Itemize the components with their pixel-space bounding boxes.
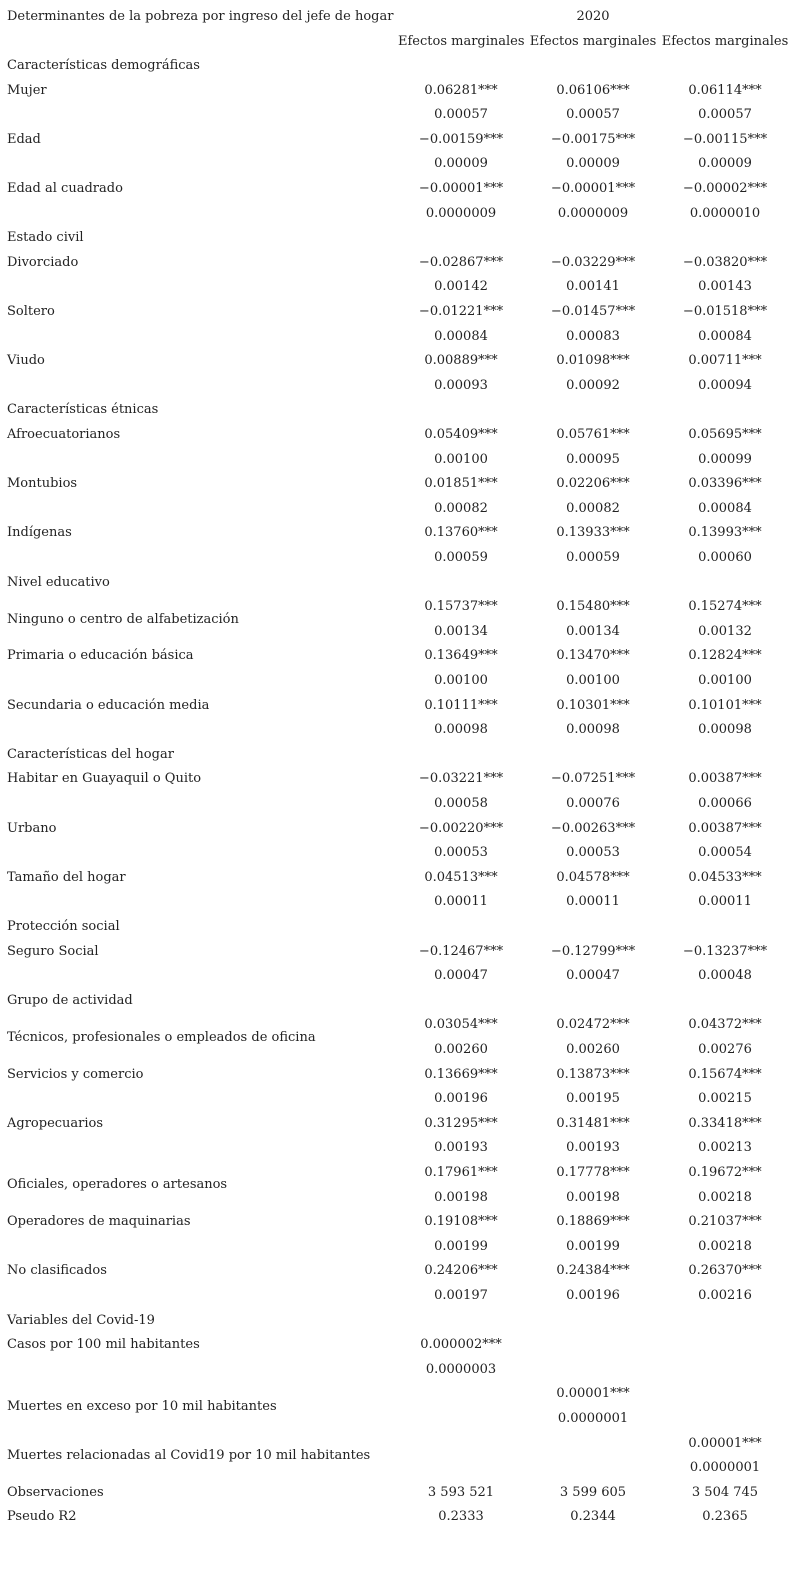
standard-error-value: 0.00098 bbox=[566, 722, 620, 737]
coefficient-value: 0.00001*** bbox=[556, 1386, 630, 1401]
row-label: Muertes relacionadas al Covid19 por 10 mil habitantes bbox=[7, 1448, 371, 1463]
coefficient-value: 0.01098*** bbox=[556, 353, 630, 368]
coefficient-value: 0.05761*** bbox=[556, 427, 630, 442]
statistic-value: 3 504 745 bbox=[691, 1485, 759, 1500]
standard-error-value: 0.00011 bbox=[698, 894, 752, 909]
section-header: Grupo de actividad bbox=[7, 993, 133, 1008]
standard-error-value: 0.00054 bbox=[698, 845, 752, 860]
coefficient-value: 0.06106*** bbox=[556, 83, 630, 98]
coefficient-value: 0.18869*** bbox=[556, 1214, 630, 1229]
statistic-value: 0.2333 bbox=[438, 1509, 484, 1524]
coefficient-value: 0.21037*** bbox=[688, 1214, 762, 1229]
row-label: Afroecuatorianos bbox=[7, 427, 121, 442]
statistic-value: 0.2365 bbox=[702, 1509, 748, 1524]
standard-error-value: 0.00084 bbox=[698, 329, 752, 344]
row-label: Mujer bbox=[7, 83, 47, 98]
coefficient-value: 0.000002*** bbox=[420, 1337, 502, 1352]
standard-error-value: 0.00047 bbox=[434, 968, 488, 983]
standard-error-value: 0.00197 bbox=[434, 1288, 488, 1303]
standard-error-value: 0.00198 bbox=[566, 1190, 620, 1205]
standard-error-value: 0.00095 bbox=[566, 452, 620, 467]
coefficient-value: 0.17961*** bbox=[424, 1165, 498, 1180]
standard-error-value: 0.00092 bbox=[566, 378, 620, 393]
section-header: Nivel educativo bbox=[7, 575, 110, 590]
coefficient-value: 0.15274*** bbox=[688, 599, 762, 614]
coefficient-value: −0.00001*** bbox=[550, 181, 636, 196]
standard-error-value: 0.00057 bbox=[566, 107, 620, 122]
column-header-1: Efectos marginales bbox=[398, 34, 525, 49]
coefficient-value: 0.03054*** bbox=[424, 1017, 498, 1032]
coefficient-value: −0.07251*** bbox=[550, 771, 636, 786]
coefficient-value: −0.01221*** bbox=[418, 304, 504, 319]
row-label: Secundaria o educación media bbox=[7, 698, 210, 713]
standard-error-value: 0.00215 bbox=[698, 1091, 752, 1106]
coefficient-value: 0.13760*** bbox=[424, 525, 498, 540]
standard-error-value: 0.0000010 bbox=[689, 206, 761, 221]
coefficient-value: 0.04578*** bbox=[556, 870, 630, 885]
row-label: Soltero bbox=[7, 304, 55, 319]
standard-error-value: 0.00196 bbox=[566, 1288, 620, 1303]
coefficient-value: 0.00889*** bbox=[424, 353, 498, 368]
row-label: Servicios y comercio bbox=[7, 1067, 144, 1082]
standard-error-value: 0.00082 bbox=[434, 501, 488, 516]
row-label: Habitar en Guayaquil o Quito bbox=[7, 771, 202, 786]
standard-error-value: 0.0000009 bbox=[557, 206, 629, 221]
coefficient-value: 0.04372*** bbox=[688, 1017, 762, 1032]
coefficient-value: 0.04513*** bbox=[424, 870, 498, 885]
standard-error-value: 0.00066 bbox=[698, 796, 752, 811]
coefficient-value: 0.13993*** bbox=[688, 525, 762, 540]
section-header: Características demográficas bbox=[7, 58, 200, 73]
column-header-3: Efectos marginales bbox=[661, 34, 789, 49]
standard-error-value: 0.00100 bbox=[434, 452, 488, 467]
coefficient-value: 0.31295*** bbox=[424, 1116, 498, 1131]
standard-error-value: 0.00132 bbox=[698, 624, 752, 639]
coefficient-value: 0.10301*** bbox=[556, 698, 630, 713]
coefficient-value: −0.03820*** bbox=[682, 255, 768, 270]
standard-error-value: 0.00059 bbox=[566, 550, 620, 565]
standard-error-value: 0.00143 bbox=[698, 279, 752, 294]
standard-error-value: 0.0000009 bbox=[425, 206, 497, 221]
coefficient-value: 0.06114*** bbox=[688, 83, 762, 98]
standard-error-value: 0.00011 bbox=[434, 894, 488, 909]
standard-error-value: 0.00094 bbox=[698, 378, 752, 393]
coefficient-value: 0.17778*** bbox=[556, 1165, 630, 1180]
coefficient-value: −0.12799*** bbox=[550, 944, 636, 959]
coefficient-value: 0.13649*** bbox=[424, 648, 498, 663]
row-label: Edad bbox=[7, 132, 41, 147]
coefficient-value: 0.24206*** bbox=[424, 1263, 498, 1278]
coefficient-value: 0.00387*** bbox=[688, 771, 762, 786]
year-header: 2020 bbox=[576, 9, 610, 24]
row-label: Observaciones bbox=[7, 1485, 104, 1500]
standard-error-value: 0.00100 bbox=[698, 673, 752, 688]
row-label: Ninguno o centro de alfabetización bbox=[7, 612, 239, 627]
row-label: Viudo bbox=[7, 353, 45, 368]
standard-error-value: 0.00009 bbox=[566, 156, 620, 171]
standard-error-value: 0.00059 bbox=[434, 550, 488, 565]
coefficient-value: 0.00711*** bbox=[688, 353, 762, 368]
coefficient-value: 0.13669*** bbox=[424, 1067, 498, 1082]
coefficient-value: 0.06281*** bbox=[424, 83, 498, 98]
standard-error-value: 0.00198 bbox=[434, 1190, 488, 1205]
standard-error-value: 0.00057 bbox=[698, 107, 752, 122]
standard-error-value: 0.00260 bbox=[566, 1042, 620, 1057]
standard-error-value: 0.00199 bbox=[566, 1239, 620, 1254]
standard-error-value: 0.00193 bbox=[566, 1140, 620, 1155]
standard-error-value: 0.00048 bbox=[698, 968, 752, 983]
coefficient-value: 0.15737*** bbox=[424, 599, 498, 614]
coefficient-value: 0.04533*** bbox=[688, 870, 762, 885]
standard-error-value: 0.00009 bbox=[434, 156, 488, 171]
coefficient-value: 0.05695*** bbox=[688, 427, 762, 442]
coefficient-value: −0.01518*** bbox=[682, 304, 768, 319]
standard-error-value: 0.00134 bbox=[566, 624, 620, 639]
standard-error-value: 0.00193 bbox=[434, 1140, 488, 1155]
standard-error-value: 0.00093 bbox=[434, 378, 488, 393]
coefficient-value: −0.00175*** bbox=[550, 132, 636, 147]
coefficient-value: 0.00387*** bbox=[688, 821, 762, 836]
statistic-value: 0.2344 bbox=[570, 1509, 616, 1524]
coefficient-value: −0.00115*** bbox=[682, 132, 768, 147]
standard-error-value: 0.00218 bbox=[698, 1239, 752, 1254]
coefficient-value: 0.03396*** bbox=[688, 476, 762, 491]
coefficient-value: −0.00001*** bbox=[418, 181, 504, 196]
coefficient-value: −0.13237*** bbox=[682, 944, 768, 959]
section-header: Características del hogar bbox=[7, 747, 174, 762]
coefficient-value: 0.01851*** bbox=[424, 476, 498, 491]
standard-error-value: 0.00195 bbox=[566, 1091, 620, 1106]
coefficient-value: 0.00001*** bbox=[688, 1436, 762, 1451]
row-label: Edad al cuadrado bbox=[7, 181, 123, 196]
standard-error-value: 0.00047 bbox=[566, 968, 620, 983]
coefficient-value: 0.13470*** bbox=[556, 648, 630, 663]
row-label: Técnicos, profesionales o empleados de oficina bbox=[7, 1030, 316, 1045]
row-label: Agropecuarios bbox=[7, 1116, 104, 1131]
standard-error-value: 0.0000001 bbox=[557, 1411, 629, 1426]
section-header: Características étnicas bbox=[7, 402, 159, 417]
standard-error-value: 0.00084 bbox=[698, 501, 752, 516]
coefficient-value: 0.10111*** bbox=[424, 698, 498, 713]
standard-error-value: 0.00141 bbox=[566, 279, 620, 294]
coefficient-value: −0.01457*** bbox=[550, 304, 636, 319]
section-header: Variables del Covid-19 bbox=[7, 1313, 155, 1328]
standard-error-value: 0.00196 bbox=[434, 1091, 488, 1106]
coefficient-value: 0.31481*** bbox=[556, 1116, 630, 1131]
statistic-value: 3 599 605 bbox=[559, 1485, 627, 1500]
coefficient-value: 0.12824*** bbox=[688, 648, 762, 663]
coefficient-value: 0.13933*** bbox=[556, 525, 630, 540]
standard-error-value: 0.00083 bbox=[566, 329, 620, 344]
standard-error-value: 0.00134 bbox=[434, 624, 488, 639]
coefficient-value: −0.00002*** bbox=[682, 181, 768, 196]
standard-error-value: 0.0000001 bbox=[689, 1460, 761, 1475]
row-label: Casos por 100 mil habitantes bbox=[7, 1337, 200, 1352]
standard-error-value: 0.00276 bbox=[698, 1042, 752, 1057]
row-label: Indígenas bbox=[7, 525, 72, 540]
coefficient-value: −0.00159*** bbox=[418, 132, 504, 147]
standard-error-value: 0.00142 bbox=[434, 279, 488, 294]
coefficient-value: −0.12467*** bbox=[418, 944, 504, 959]
standard-error-value: 0.00058 bbox=[434, 796, 488, 811]
column-header-2: Efectos marginales bbox=[529, 34, 657, 49]
row-label: Divorciado bbox=[7, 255, 79, 270]
row-label: Urbano bbox=[7, 821, 57, 836]
standard-error-value: 0.00098 bbox=[434, 722, 488, 737]
standard-error-value: 0.00084 bbox=[434, 329, 488, 344]
standard-error-value: 0.00100 bbox=[434, 673, 488, 688]
coefficient-value: −0.02867*** bbox=[418, 255, 504, 270]
standard-error-value: 0.00053 bbox=[566, 845, 620, 860]
coefficient-value: 0.10101*** bbox=[688, 698, 762, 713]
coefficient-value: 0.26370*** bbox=[688, 1263, 762, 1278]
statistic-value: 3 593 521 bbox=[427, 1485, 495, 1500]
coefficient-value: 0.33418*** bbox=[688, 1116, 762, 1131]
coefficient-value: −0.00220*** bbox=[418, 821, 504, 836]
coefficient-value: 0.15480*** bbox=[556, 599, 630, 614]
row-label: Muertes en exceso por 10 mil habitantes bbox=[7, 1399, 277, 1414]
standard-error-value: 0.00082 bbox=[566, 501, 620, 516]
coefficient-value: 0.05409*** bbox=[424, 427, 498, 442]
row-label: Operadores de maquinarias bbox=[7, 1214, 191, 1229]
row-label: No clasificados bbox=[7, 1263, 107, 1278]
standard-error-value: 0.00216 bbox=[698, 1288, 752, 1303]
coefficient-value: 0.19108*** bbox=[424, 1214, 498, 1229]
standard-error-value: 0.00099 bbox=[698, 452, 752, 467]
coefficient-value: 0.02472*** bbox=[556, 1017, 630, 1032]
coefficient-value: 0.24384*** bbox=[556, 1263, 630, 1278]
standard-error-value: 0.00199 bbox=[434, 1239, 488, 1254]
table-title: Determinantes de la pobreza por ingreso del jefe de hogar bbox=[7, 9, 394, 24]
section-header: Protección social bbox=[7, 919, 120, 934]
standard-error-value: 0.0000003 bbox=[425, 1362, 497, 1377]
standard-error-value: 0.00076 bbox=[566, 796, 620, 811]
standard-error-value: 0.00009 bbox=[698, 156, 752, 171]
standard-error-value: 0.00011 bbox=[566, 894, 620, 909]
coefficient-value: 0.19672*** bbox=[688, 1165, 762, 1180]
row-label: Pseudo R2 bbox=[7, 1509, 77, 1524]
section-header: Estado civil bbox=[7, 230, 84, 245]
coefficient-value: 0.15674*** bbox=[688, 1067, 762, 1082]
row-label: Primaria o educación básica bbox=[7, 648, 194, 663]
coefficient-value: 0.13873*** bbox=[556, 1067, 630, 1082]
standard-error-value: 0.00100 bbox=[566, 673, 620, 688]
coefficient-value: −0.03229*** bbox=[550, 255, 636, 270]
row-label: Oficiales, operadores o artesanos bbox=[7, 1177, 228, 1192]
standard-error-value: 0.00060 bbox=[698, 550, 752, 565]
row-label: Montubios bbox=[7, 476, 78, 491]
standard-error-value: 0.00260 bbox=[434, 1042, 488, 1057]
standard-error-value: 0.00213 bbox=[698, 1140, 752, 1155]
standard-error-value: 0.00057 bbox=[434, 107, 488, 122]
row-label: Seguro Social bbox=[7, 944, 99, 959]
coefficient-value: −0.00263*** bbox=[550, 821, 636, 836]
standard-error-value: 0.00218 bbox=[698, 1190, 752, 1205]
coefficient-value: 0.02206*** bbox=[556, 476, 630, 491]
standard-error-value: 0.00098 bbox=[698, 722, 752, 737]
row-label: Tamaño del hogar bbox=[7, 870, 126, 885]
standard-error-value: 0.00053 bbox=[434, 845, 488, 860]
coefficient-value: −0.03221*** bbox=[418, 771, 504, 786]
